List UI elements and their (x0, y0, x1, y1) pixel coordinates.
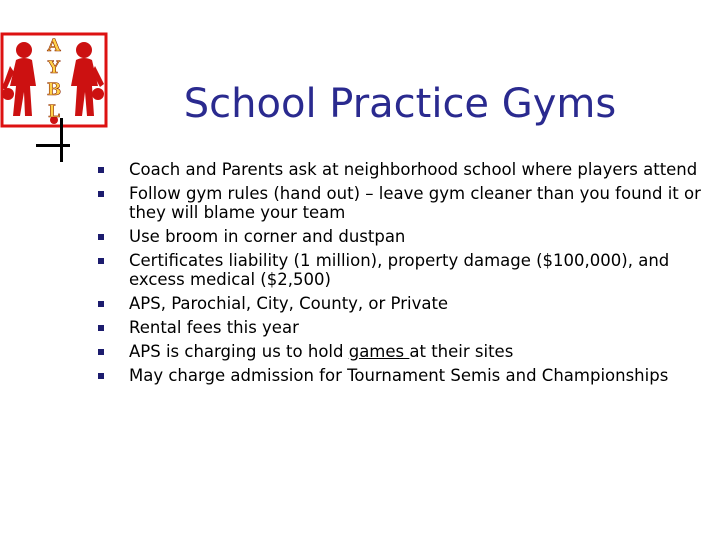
underlined-games-text: games (348, 342, 410, 361)
bullet-text: Coach and Parents ask at neighborhood school where players attend (129, 160, 698, 179)
logo-letter-y: Y (47, 58, 61, 78)
list-item (98, 366, 708, 385)
logo-letter-b: B (46, 80, 62, 100)
bullet-text: Rental fees this year (129, 318, 299, 337)
accent-line-vertical (60, 118, 63, 162)
square-bullet-icon (98, 373, 104, 379)
bullet-text-part: APS is charging us to hold (129, 342, 349, 361)
list-item (98, 342, 708, 361)
list-item (98, 160, 708, 179)
square-bullet-icon (98, 191, 104, 197)
list-item (98, 251, 708, 289)
list-item (98, 294, 708, 313)
square-bullet-icon (98, 325, 104, 331)
bullet-list (98, 160, 708, 390)
bullet-text: APS, Parochial, City, County, or Private (129, 294, 449, 313)
square-bullet-icon (98, 258, 104, 264)
square-bullet-icon (98, 349, 104, 355)
bullet-text: Follow gym rules (hand out) – leave gym cleaner than you found it or they will blame your team (129, 184, 701, 222)
bullet-text-part: at their sites (409, 342, 514, 361)
accent-line-horizontal (36, 144, 70, 147)
square-bullet-icon (98, 301, 104, 307)
list-item (98, 318, 708, 337)
slide-title: School Practice Gyms (183, 81, 617, 127)
list-item (98, 184, 708, 222)
list-item (98, 227, 708, 246)
basketball-players-logo-icon (0, 32, 108, 128)
bullet-text: Certificates liability (1 million), property damage ($100,000), and excess medical ($2,500) (129, 251, 670, 289)
logo-letter-l: L (48, 102, 60, 122)
square-bullet-icon (98, 167, 104, 173)
logo-letter-a: A (47, 36, 61, 56)
bullet-text: Use broom in corner and dustpan (129, 227, 406, 246)
aybl-logo (0, 32, 108, 128)
square-bullet-icon (98, 234, 104, 240)
bullet-text: May charge admission for Tournament Semis and Championships (129, 366, 669, 385)
